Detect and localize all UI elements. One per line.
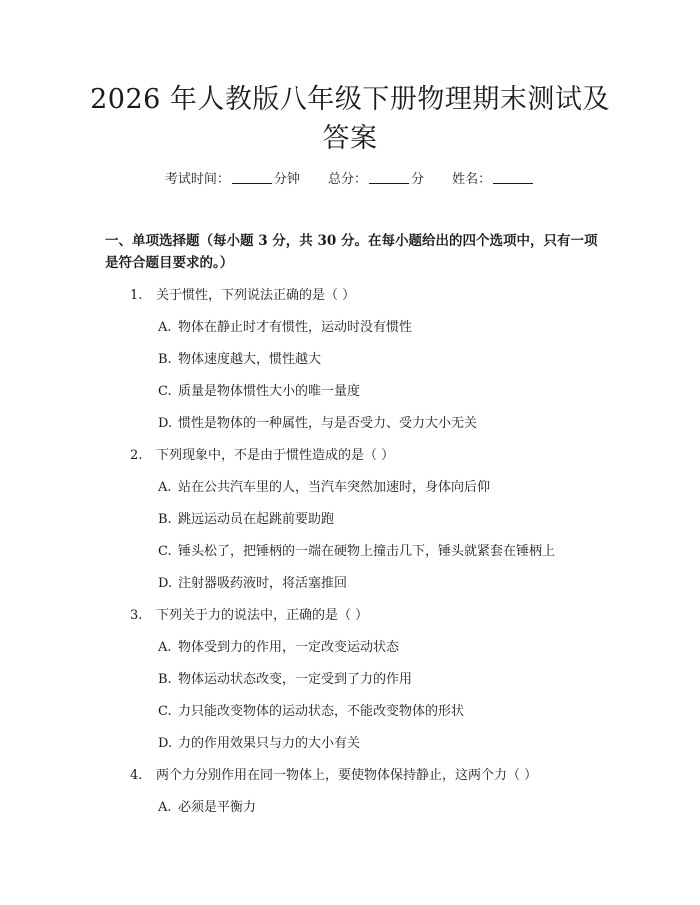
option-text: 力只能改变物体的运动状态，不能改变物体的形状 [178, 704, 465, 719]
question-3-option-d [158, 732, 360, 751]
option-letter: C. [158, 384, 172, 399]
question-1-option-b [158, 348, 321, 367]
question-number: 4. [130, 768, 143, 783]
option-letter: A. [158, 800, 172, 815]
question-3-option-b [158, 668, 412, 687]
question-2-option-d [158, 572, 347, 591]
question-4-option-a [158, 796, 256, 815]
option-text: 质量是物体惯性大小的唯一量度 [178, 384, 361, 399]
total-score-group [328, 168, 424, 187]
question-2-option-b [158, 508, 334, 527]
exam-time-blank [232, 171, 272, 184]
option-text: 惯性是物体的一种属性，与是否受力、受力大小无关 [178, 416, 478, 431]
question-text: 关于惯性，下列说法正确的是（ ） [156, 288, 356, 303]
option-text: 注射器吸药液时，将活塞推回 [178, 576, 348, 591]
option-letter: B. [158, 512, 172, 527]
exam-meta-line [0, 168, 700, 187]
question-1-option-d [158, 412, 477, 431]
option-letter: D. [158, 736, 173, 751]
question-3-option-a [158, 636, 399, 655]
option-text: 必须是平衡力 [178, 800, 257, 815]
option-letter: C. [158, 544, 172, 559]
question-4 [130, 764, 537, 783]
total-score-label: 总分： [327, 172, 367, 187]
option-text: 物体受到力的作用，一定改变运动状态 [178, 640, 400, 655]
question-1-option-a [158, 316, 412, 335]
total-score-blank [369, 171, 409, 184]
section-heading: 一、单项选择题（每小题 3 分，共 30 分。在每小题给出的四个选项中，只有一项是符合题目要求的。） [105, 233, 598, 271]
question-number: 3. [130, 608, 143, 623]
question-3-option-c [158, 700, 464, 719]
option-text: 锤头松了，把锤柄的一端在硬物上撞击几下，锤头就紧套在锤柄上 [178, 544, 556, 559]
question-number: 2. [130, 448, 143, 463]
option-letter: C. [158, 704, 172, 719]
question-text: 下列现象中，不是由于惯性造成的是（ ） [156, 448, 395, 463]
exam-time-group [165, 168, 300, 187]
name-label: 姓名： [452, 172, 492, 187]
question-number: 1. [130, 288, 143, 303]
question-2-option-a [158, 476, 490, 495]
name-blank [493, 171, 533, 184]
question-text: 两个力分别作用在同一物体上，要使物体保持静止，这两个力（ ） [156, 768, 538, 783]
option-letter: B. [158, 672, 172, 687]
option-text: 物体在静止时才有惯性，运动时没有惯性 [178, 320, 413, 335]
option-letter: D. [158, 416, 173, 431]
name-group [452, 168, 535, 187]
option-letter: A. [158, 320, 172, 335]
option-letter: A. [158, 480, 172, 495]
page-title: 2026 年人教版八年级下册物理期末测试及答案 [90, 84, 610, 154]
option-letter: B. [158, 352, 172, 367]
exam-time-unit: 分钟 [273, 172, 300, 187]
question-2-option-c [158, 540, 555, 559]
option-letter: D. [158, 576, 173, 591]
option-text: 力的作用效果只与力的大小有关 [178, 736, 361, 751]
option-text: 物体运动状态改变，一定受到了力的作用 [178, 672, 413, 687]
question-text: 下列关于力的说法中，正确的是（ ） [156, 608, 369, 623]
question-1 [130, 284, 355, 303]
question-3 [130, 604, 368, 623]
question-1-option-c [158, 380, 360, 399]
option-text: 物体速度越大，惯性越大 [178, 352, 322, 367]
total-score-unit: 分 [411, 172, 425, 187]
exam-time-label: 考试时间： [164, 172, 230, 187]
question-2 [130, 444, 394, 463]
option-letter: A. [158, 640, 172, 655]
option-text: 跳远运动员在起跳前要助跑 [178, 512, 335, 527]
option-text: 站在公共汽车里的人，当汽车突然加速时，身体向后仰 [178, 480, 491, 495]
